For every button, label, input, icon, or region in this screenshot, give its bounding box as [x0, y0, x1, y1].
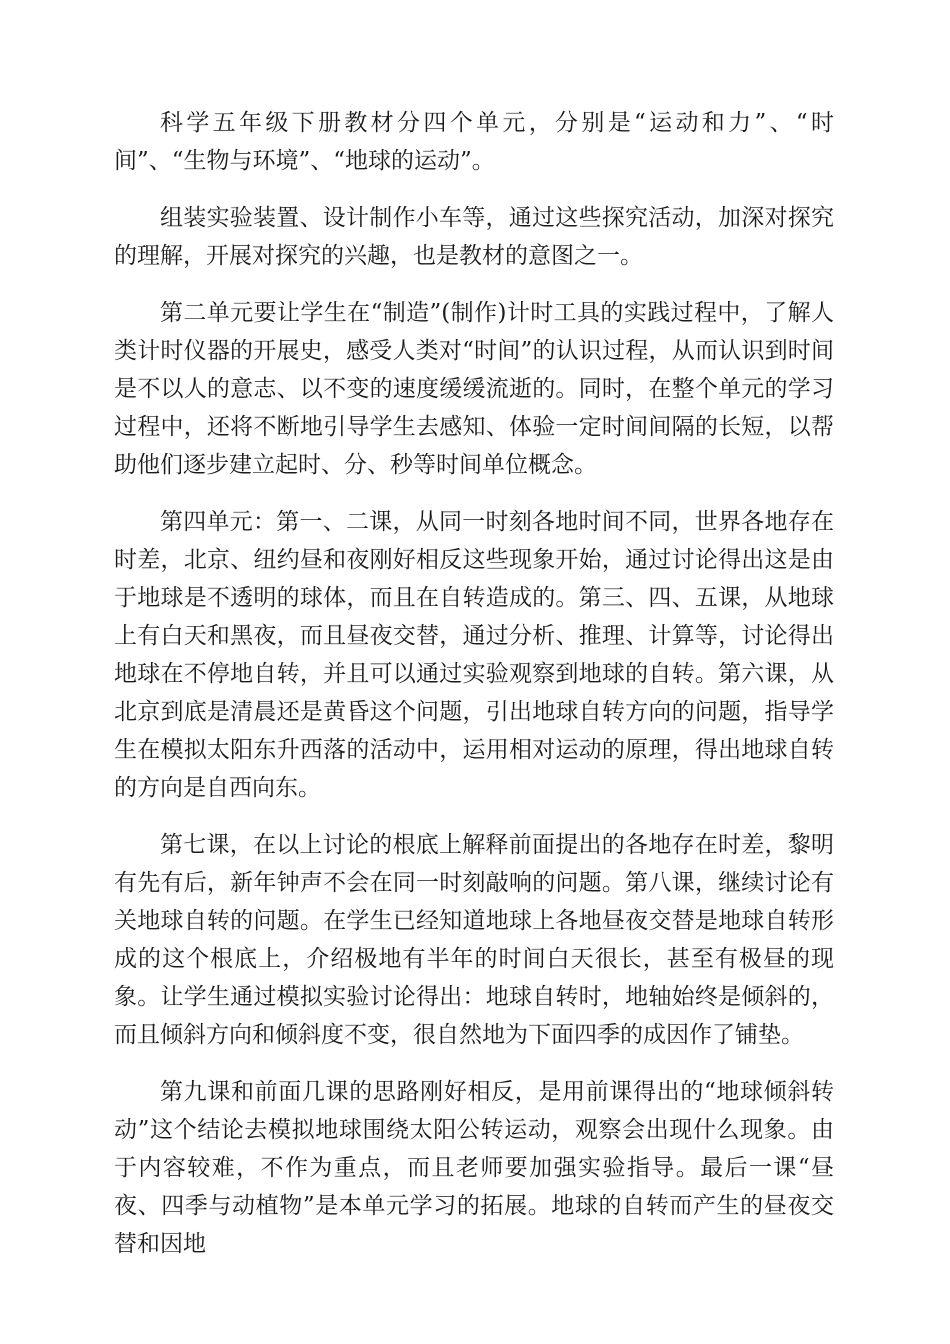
paragraph: 第九课和前面几课的思路刚好相反，是用前课得出的“地球倾斜转动”这个结论去模拟地球围绕太阳公转运动，观察会出现什么现象。由于内容较难，不作为重点，而且老师要加强实验指导。最后一课“昼夜、四季与动植物”是本单元学习的拓展。地球的自转而产生的昼夜交替和因地	[114, 1079, 834, 1257]
paragraph: 组装实验装置、设计制作小车等，通过这些探究活动，加深对探究的理解，开展对探究的兴趣，也是教材的意图之一。	[114, 205, 834, 269]
paragraph: 科学五年级下册教材分四个单元，分别是“运动和力”、“时间”、“生物与环境”、“地球的运动”。	[114, 110, 834, 174]
paragraph: 第四单元：第一、二课，从同一时刻各地时间不同，世界各地存在时差，北京、纽约昼和夜刚好相反这些现象开始，通过讨论得出这是由于地球是不透明的球体，而且在自转造成的。第三、四、五课，从地球上有白天和黑夜，而且昼夜交替，通过分析、推理、计算等，讨论得出地球在不停地自转，并且可以通过实验观察到地球的自转。第六课，从北京到底是清晨还是黄昏这个问题，引出地球自转方向的问题，指导学生在模拟太阳东升西落的活动中，运用相对运动的原理，得出地球自转的方向是自西向东。	[114, 509, 834, 801]
paragraph: 第二单元要让学生在“制造”(制作)计时工具的实践过程中，了解人类计时仪器的开展史，感受人类对“时间”的认识过程，从而认识到时间是不以人的意志、以不变的速度缓缓流逝的。同时，在整个单元的学习过程中，还将不断地引导学生去感知、体验一定时间间隔的长短，以帮助他们逐步建立起时、分、秒等时间单位概念。	[114, 300, 834, 478]
paragraph: 第七课，在以上讨论的根底上解释前面提出的各地存在时差，黎明有先有后，新年钟声不会在同一时刻敲响的问题。第八课，继续讨论有关地球自转的问题。在学生已经知道地球上各地昼夜交替是地球自转形成的这个根底上，介绍极地有半年的时间白天很长，甚至有极昼的现象。让学生通过模拟实验讨论得出：地球自转时，地轴始终是倾斜的，而且倾斜方向和倾斜度不变，很自然地为下面四季的成因作了铺垫。	[114, 832, 834, 1048]
document-body	[114, 104, 834, 1282]
